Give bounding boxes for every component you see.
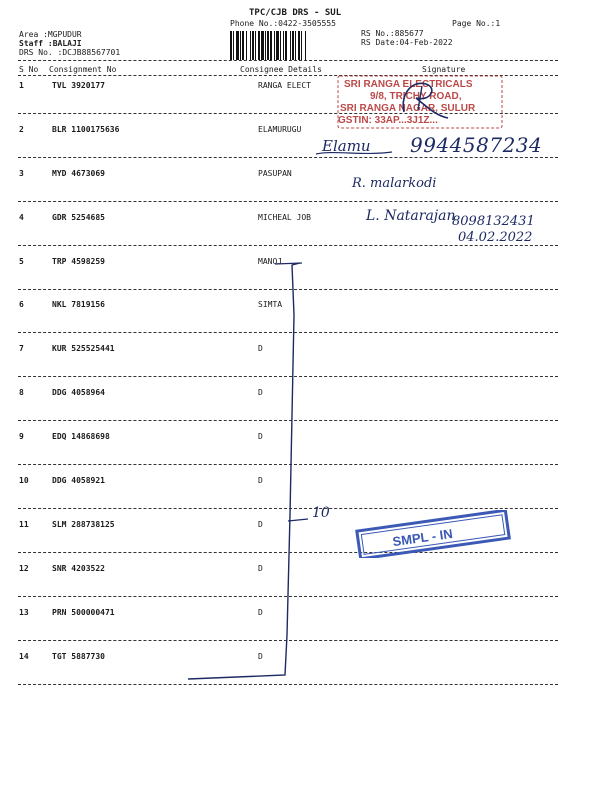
row-consignee: D: [258, 564, 263, 573]
row-consignee: PASUPAN: [258, 169, 292, 178]
row-divider: [18, 201, 558, 202]
row-consignment: TVL 3920177: [52, 81, 105, 90]
col-sno: S No: [19, 65, 39, 74]
stamp-line-1: SRI RANGA ELECTRICALS: [344, 79, 473, 90]
row-consignee: D: [258, 652, 263, 661]
row-sno: 6: [19, 300, 24, 309]
row-divider: [18, 157, 558, 158]
smpl-stamp-text: SMPL - IN: [391, 525, 454, 550]
table-row: [0, 169, 600, 189]
staff-label: Staff :BALAJI: [19, 39, 82, 48]
row-consignee: D: [258, 388, 263, 397]
bracket-count: 10: [312, 505, 330, 521]
rs-number: RS No.:885677: [361, 29, 424, 38]
row-divider: [18, 245, 558, 246]
col-consignee: Consignee Details: [240, 65, 322, 74]
row-consignee: D: [258, 476, 263, 485]
row-consignment: TGT 5887730: [52, 652, 105, 661]
drs-number: DRS No. :DCJB88567701: [19, 48, 121, 57]
stamp-line-4: GSTIN: 33AP...3J1Z...: [338, 115, 438, 126]
signature-elamu: Elamu: [322, 137, 371, 155]
area-label: Area :MGPUDUR: [19, 30, 82, 39]
row-consignment: BLR 1100175636: [52, 125, 120, 134]
stamp-line-3: SRI RANGA NAGAR, SULUR: [340, 103, 476, 114]
row-consignment: DDG 4058921: [52, 476, 105, 485]
bracket-line: [180, 255, 330, 685]
header-rule-top: [18, 60, 558, 61]
row-consignment: KUR 525525441: [52, 344, 115, 353]
row-sno: 9: [19, 432, 24, 441]
row-consignee: MICHEAL JOB: [258, 213, 311, 222]
phone-number: Phone No.:0422-3505555: [230, 19, 336, 28]
row-sno: 3: [19, 169, 24, 178]
row-consignee: SIMTA: [258, 300, 283, 309]
row-consignee: MANOJ: [258, 257, 283, 266]
row-consignment: DDG 4058964: [52, 388, 105, 397]
row-sno: 5: [19, 257, 24, 266]
row-sno: 4: [19, 213, 24, 222]
row-sno: 10: [19, 476, 29, 485]
page-number: Page No.:1: [452, 19, 501, 28]
barcode: [229, 31, 352, 60]
handwritten-date-4: 04.02.2022: [458, 230, 533, 245]
smpl-stamp: [352, 510, 522, 558]
row-consignee: RANGA ELECT: [258, 81, 311, 90]
row-sno: 13: [19, 608, 29, 617]
row-consignment: NKL 7819156: [52, 300, 105, 309]
row-sno: 1: [19, 81, 24, 90]
row-consignee: D: [258, 520, 263, 529]
row-sno: 8: [19, 388, 24, 397]
row-consignee: D: [258, 344, 263, 353]
row-consignment: PRN 500000471: [52, 608, 115, 617]
row-consignee: D: [258, 432, 263, 441]
row-consignment: MYD 4673069: [52, 169, 105, 178]
row-consignment: TRP 4598259: [52, 257, 105, 266]
document-title: TPC/CJB DRS - SUL: [249, 8, 342, 18]
row-sno: 14: [19, 652, 29, 661]
rs-date: RS Date:04-Feb-2022: [361, 38, 453, 47]
signature-scribble-1: [392, 76, 452, 122]
row-consignment: SNR 4203522: [52, 564, 105, 573]
stamp-line-2: 9/8, TRICHY ROAD,: [370, 91, 462, 102]
col-signature: Signature: [422, 65, 466, 74]
handwritten-phone-4: 8098132431: [452, 214, 535, 229]
row-sno: 2: [19, 125, 24, 134]
row-consignee: ELAMURUGU: [258, 125, 302, 134]
col-consignment: Consignment No: [49, 65, 117, 74]
row-consignment: GDR 5254685: [52, 213, 105, 222]
row-consignment: EDQ 14868698: [52, 432, 110, 441]
row-consignment: SLM 288738125: [52, 520, 115, 529]
row-sno: 12: [19, 564, 29, 573]
signature-underline-2: [314, 148, 394, 158]
handwritten-phone-2: 9944587234: [410, 133, 543, 157]
signature-natarajan: L. Natarajan: [366, 208, 456, 224]
table-row: [0, 81, 600, 101]
signature-malarkodi: R. malarkodi: [352, 176, 437, 191]
row-sno: 11: [19, 520, 29, 529]
row-sno: 7: [19, 344, 24, 353]
row-consignee: D: [258, 608, 263, 617]
